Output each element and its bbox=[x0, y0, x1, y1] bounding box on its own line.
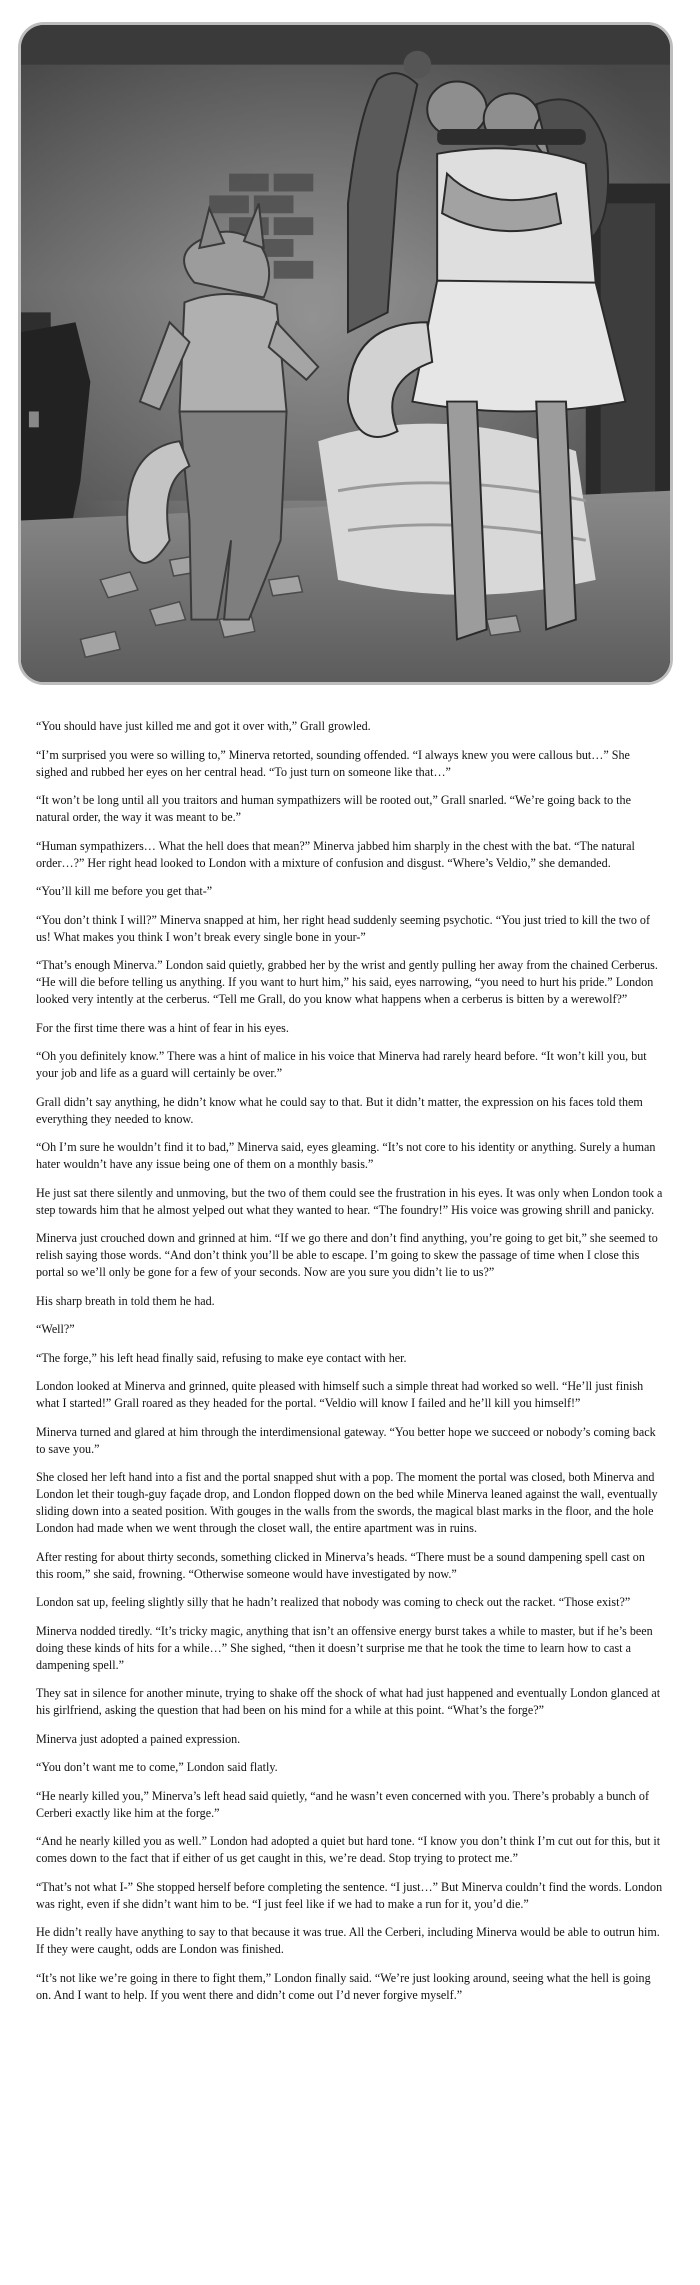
story-paragraph: “You don’t think I will?” Minerva snapped at him, her right head suddenly seeming psychotic. “You just tried to kill the two of us! What makes you think I won’t break every single bone in your-” bbox=[36, 912, 651, 944]
story-paragraph: Minerva just adopted a pained expression. bbox=[36, 1731, 241, 1746]
story-paragraph: “He nearly killed you,” Minerva’s left head said quietly, “and he wasn’t even concerned with you. There’s probably a bunch of Cerberi exactly like him at the forge.” bbox=[36, 1788, 649, 1820]
story-paragraph: His sharp breath in told them he had. bbox=[36, 1293, 215, 1308]
story-paragraph: “That’s not what I-” She stopped herself before completing the sentence. “I just…” But Minerva couldn’t find the words. London was right, even if she didn’t want him to be. “I just feel like if we had to make a run for it, you’d die.” bbox=[36, 1879, 663, 1911]
story-paragraph: “You should have just killed me and got it over with,” Grall growled. bbox=[36, 719, 371, 733]
story-paragraph: “The forge,” his left head finally said, refusing to make eye contact with her. bbox=[36, 1350, 407, 1365]
story-paragraph: London sat up, feeling slightly silly that he hadn’t realized that nobody was coming to check out the racket. “Those exist?” bbox=[36, 1595, 631, 1609]
story-paragraph: Grall didn’t say anything, he didn’t know what he could say to that. But it didn’t matter, the expression on his faces told them everything they needed to know. bbox=[36, 1094, 643, 1126]
story-paragraph: He just sat there silently and unmoving, but the two of them could see the frustration in his eyes. It was only when London took a step towards him that he almost yelped out what they wanted to hear. “The foundry!” His voice was growing shrill and panicky. bbox=[36, 1185, 663, 1217]
story-paragraph: They sat in silence for another minute, trying to shake off the shock of what had just happened and eventually London glanced at his girlfriend, asking the question that had been on his mind for a while at this point. “What’s the forge?” bbox=[36, 1686, 661, 1717]
story-text bbox=[36, 718, 664, 2015]
story-paragraph: London looked at Minerva and grinned, quite pleased with himself such a simple threat had worked so well. “He’ll just finish what I started!” Grall roared as they headed for the portal. “Veldio will know I failed and he’ll kill you himself!” bbox=[36, 1379, 644, 1410]
story-paragraph: “You don’t want me to come,” London said flatly. bbox=[36, 1760, 278, 1774]
story-paragraph: “Human sympathizers… What the hell does that mean?” Minerva jabbed him sharply in the chest with the bat. “The natural order…?” Her right head looked to London with a mixture of confusion and disgust. “Where’s Veldio,” she demanded. bbox=[36, 838, 635, 870]
story-paragraph: “That’s enough Minerva.” London said quietly, grabbed her by the wrist and gently pulling her away from the chained Cerberus. “He will die before telling us anything. If you want to hurt him,” his said, eyes narrowing, “you need to hurt his pride.” London looked very intently at the cerberus. “Tell me Grall, do you know what happens when a cerberus is bitten by a werewolf?” bbox=[36, 958, 658, 1006]
story-paragraph: He didn’t really have anything to say to that because it was true. All the Cerberi, including Minerva would be able to outrun him. If they were caught, odds are London was finished. bbox=[36, 1925, 660, 1956]
story-paragraph: Minerva turned and glared at him through the interdimensional gateway. “You better hope we succeed or nobody’s coming back to save you.” bbox=[36, 1424, 656, 1456]
story-paragraph: “And he nearly killed you as well.” London had adopted a quiet but hard tone. “I know you don’t think I’m cut out for this, but it comes down to the fact that if either of us get caught in this, we’re dead. Stop trying to protect me.” bbox=[36, 1834, 661, 1865]
story-paragraph: “Well?” bbox=[36, 1322, 75, 1336]
story-paragraph: “You’ll kill me before you get that-” bbox=[36, 884, 213, 898]
story-paragraph: “It’s not like we’re going in there to fight them,” London finally said. “We’re just looking around, seeing what the hell is going on. And I want to help. If you went there and didn’t come out I’d never forgive myself.” bbox=[36, 1970, 651, 2002]
story-paragraph: She closed her left hand into a fist and the portal snapped shut with a pop. The moment the portal was closed, both Minerva and London let their tough-guy façade drop, and London flopped down on the bed while Minerva leaned against the wall, eventually sliding down into a seated position. With gouges in the walls from the swords, the magical blast marks in the floor, and the hole London had made when we went through the closet wall, the entire apartment was in ruins. bbox=[36, 1470, 658, 1535]
werewolf-and-cerberus-illustration-icon bbox=[21, 25, 670, 682]
story-paragraph: “I’m surprised you were so willing to,” Minerva retorted, sounding offended. “I always knew you were callous but…” She sighed and rubbed her eyes on her central head. “To just turn on someone like that…” bbox=[36, 747, 630, 779]
story-paragraph: “Oh you definitely know.” There was a hint of malice in his voice that Minerva had rarely heard before. “It won’t kill you, but your job and life as a guard will certainly be over.” bbox=[36, 1049, 647, 1080]
story-paragraph: “It won’t be long until all you traitors and human sympathizers will be rooted out,” Grall snarled. “We’re going back to the natural order, the way it was meant to be.” bbox=[36, 793, 631, 824]
story-paragraph: After resting for about thirty seconds, something clicked in Minerva’s heads. “There must be a sound dampening spell cast on this room,” she said, frowning. “Otherwise someone would have investigated by now.” bbox=[36, 1549, 645, 1581]
story-paragraph: “Oh I’m sure he wouldn’t find it to bad,” Minerva said, eyes gleaming. “It’s not core to his identity or anything. Surely a human hater wouldn’t have any issue being one of them on a monthly basis.” bbox=[36, 1140, 656, 1171]
story-paragraph: Minerva just crouched down and grinned at him. “If we go there and don’t find anything, you’re going to get bit,” she seemed to relish saying those words. “And don’t think you’ll be able to escape. I’m going to skew the passage of time when I close this portal so we’ll only be gone for a few of your seconds. Now are you sure you didn’t lie to us?” bbox=[36, 1231, 658, 1279]
story-paragraph: Minerva nodded tiredly. “It’s tricky magic, anything that isn’t an offensive energy burst takes a while to master, but if he’s been doing these kinds of hits for a while…” She sighed, “then it doesn’t surprise me that he took the time to learn how to cast a dampening spell.” bbox=[36, 1623, 653, 1672]
story-illustration bbox=[18, 22, 673, 685]
story-paragraph: For the first time there was a hint of fear in his eyes. bbox=[36, 1020, 289, 1035]
